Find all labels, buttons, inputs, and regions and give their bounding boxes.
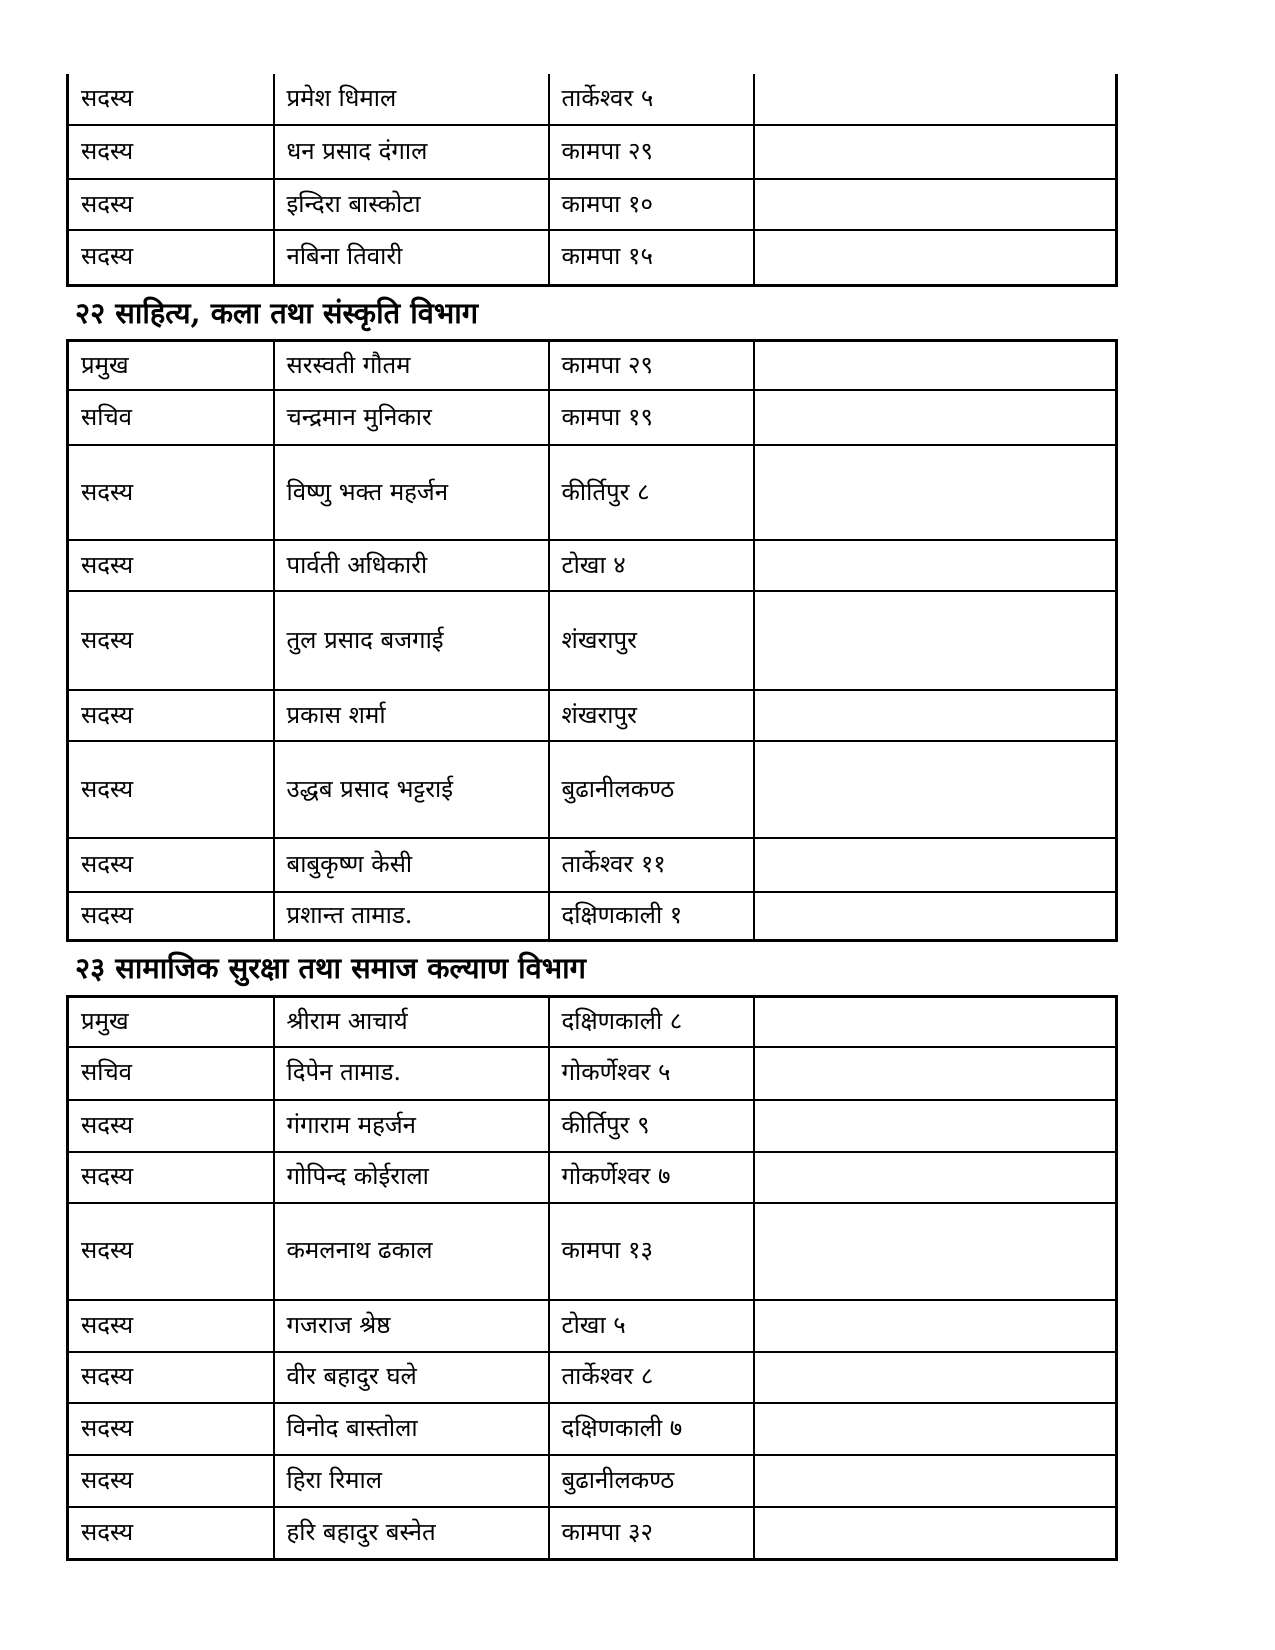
person-name-cell: सरस्वती गौतम <box>274 341 549 390</box>
section-heading-23: २३ सामाजिक सुरक्षा तथा समाज कल्याण विभाग <box>75 951 587 986</box>
ward-cell: कीर्तिपुर ९ <box>549 1100 754 1152</box>
empty-cell <box>754 690 1117 741</box>
table-row <box>68 1203 1117 1300</box>
empty-cell <box>754 1300 1117 1352</box>
role-cell: सदस्य <box>68 74 274 125</box>
empty-cell <box>754 445 1117 540</box>
empty-cell <box>754 997 1117 1047</box>
empty-cell <box>754 230 1117 285</box>
table-row <box>68 125 1117 179</box>
table-row <box>68 179 1117 230</box>
ward-cell: कामपा १० <box>549 179 754 230</box>
person-name-cell: गंगाराम महर्जन <box>274 1100 549 1152</box>
committee-table-samajik-suraksha <box>66 995 1118 1561</box>
table-row <box>68 997 1117 1047</box>
role-cell: प्रमुख <box>68 997 274 1047</box>
table-row <box>68 1507 1117 1560</box>
ward-cell: टोखा ४ <box>549 540 754 591</box>
role-cell: सदस्य <box>68 838 274 892</box>
empty-cell <box>754 1455 1117 1507</box>
role-cell: सदस्य <box>68 540 274 591</box>
table-row <box>68 1455 1117 1507</box>
ward-cell: टोखा ५ <box>549 1300 754 1352</box>
role-cell: सचिव <box>68 1047 274 1100</box>
role-cell: सदस्य <box>68 1100 274 1152</box>
role-cell: सदस्य <box>68 1203 274 1300</box>
person-name-cell: इन्दिरा बास्कोटा <box>274 179 549 230</box>
empty-cell <box>754 591 1117 690</box>
person-name-cell: तुल प्रसाद बजगाई <box>274 591 549 690</box>
ward-cell: दक्षिणकाली ७ <box>549 1403 754 1455</box>
table-row <box>68 1152 1117 1203</box>
ward-cell: कामपा १५ <box>549 230 754 285</box>
person-name-cell: गजराज श्रेष्ठ <box>274 1300 549 1352</box>
empty-cell <box>754 1152 1117 1203</box>
role-cell: सदस्य <box>68 690 274 741</box>
table-row <box>68 591 1117 690</box>
table-row <box>68 1300 1117 1352</box>
person-name-cell: उद्धब प्रसाद भट्टराई <box>274 741 549 838</box>
table-row <box>68 445 1117 540</box>
person-name-cell: नबिना तिवारी <box>274 230 549 285</box>
ward-cell: गोकर्णेश्वर ५ <box>549 1047 754 1100</box>
table-row <box>68 390 1117 445</box>
role-cell: सदस्य <box>68 591 274 690</box>
empty-cell <box>754 179 1117 230</box>
person-name-cell: हिरा रिमाल <box>274 1455 549 1507</box>
ward-cell: दक्षिणकाली १ <box>549 892 754 941</box>
role-cell: प्रमुख <box>68 341 274 390</box>
ward-cell: कामपा १३ <box>549 1203 754 1300</box>
role-cell: सदस्य <box>68 125 274 179</box>
role-cell: सदस्य <box>68 230 274 285</box>
person-name-cell: प्रशान्त तामाड. <box>274 892 549 941</box>
ward-cell: दक्षिणकाली ८ <box>549 997 754 1047</box>
table-row <box>68 1047 1117 1100</box>
ward-cell: बुढानीलकण्ठ <box>549 1455 754 1507</box>
ward-cell: शंखरापुर <box>549 591 754 690</box>
empty-cell <box>754 540 1117 591</box>
table-row <box>68 892 1117 941</box>
person-name-cell: श्रीराम आचार्य <box>274 997 549 1047</box>
empty-cell <box>754 1100 1117 1152</box>
empty-cell <box>754 125 1117 179</box>
section-heading-22: २२ साहित्य, कला तथा संस्कृति विभाग <box>75 295 479 330</box>
ward-cell: कामपा ३२ <box>549 1507 754 1560</box>
person-name-cell: विष्णु भक्त महर्जन <box>274 445 549 540</box>
table-row <box>68 230 1117 285</box>
table-row <box>68 341 1117 390</box>
person-name-cell: दिपेन तामाड. <box>274 1047 549 1100</box>
empty-cell <box>754 1352 1117 1403</box>
empty-cell <box>754 1507 1117 1560</box>
person-name-cell: बाबुकृष्ण केसी <box>274 838 549 892</box>
empty-cell <box>754 741 1117 838</box>
person-name-cell: हरि बहादुर बस्नेत <box>274 1507 549 1560</box>
table-row <box>68 838 1117 892</box>
ward-cell: बुढानीलकण्ठ <box>549 741 754 838</box>
table-row <box>68 1352 1117 1403</box>
person-name-cell: धन प्रसाद दंगाल <box>274 125 549 179</box>
role-cell: सदस्य <box>68 1152 274 1203</box>
role-cell: सदस्य <box>68 1300 274 1352</box>
committee-table-sahitya-kala <box>66 339 1118 942</box>
empty-cell <box>754 341 1117 390</box>
empty-cell <box>754 1047 1117 1100</box>
role-cell: सदस्य <box>68 179 274 230</box>
table-row <box>68 1403 1117 1455</box>
role-cell: सचिव <box>68 390 274 445</box>
person-name-cell: विनोद बास्तोला <box>274 1403 549 1455</box>
ward-cell: कामपा २९ <box>549 125 754 179</box>
empty-cell <box>754 892 1117 941</box>
ward-cell: कामपा १९ <box>549 390 754 445</box>
role-cell: सदस्य <box>68 892 274 941</box>
table-row <box>68 741 1117 838</box>
ward-cell: तार्केश्वर ११ <box>549 838 754 892</box>
role-cell: सदस्य <box>68 741 274 838</box>
ward-cell: कामपा २९ <box>549 341 754 390</box>
document-page <box>66 74 1115 1561</box>
role-cell: सदस्य <box>68 1352 274 1403</box>
table-row <box>68 1100 1117 1152</box>
ward-cell: शंखरापुर <box>549 690 754 741</box>
person-name-cell: वीर बहादुर घले <box>274 1352 549 1403</box>
ward-cell: गोकर्णेश्वर ७ <box>549 1152 754 1203</box>
empty-cell <box>754 74 1117 125</box>
table-row <box>68 74 1117 125</box>
person-name-cell: गोपिन्द कोईराला <box>274 1152 549 1203</box>
person-name-cell: चन्द्रमान मुनिकार <box>274 390 549 445</box>
empty-cell <box>754 390 1117 445</box>
ward-cell: तार्केश्वर ८ <box>549 1352 754 1403</box>
table-row <box>68 690 1117 741</box>
ward-cell: कीर्तिपुर ८ <box>549 445 754 540</box>
person-name-cell: प्रकास शर्मा <box>274 690 549 741</box>
role-cell: सदस्य <box>68 1507 274 1560</box>
person-name-cell: कमलनाथ ढकाल <box>274 1203 549 1300</box>
empty-cell <box>754 1403 1117 1455</box>
committee-table-continuation <box>66 74 1118 287</box>
table-row <box>68 540 1117 591</box>
role-cell: सदस्य <box>68 1455 274 1507</box>
person-name-cell: प्रमेश धिमाल <box>274 74 549 125</box>
ward-cell: तार्केश्वर ५ <box>549 74 754 125</box>
person-name-cell: पार्वती अधिकारी <box>274 540 549 591</box>
role-cell: सदस्य <box>68 1403 274 1455</box>
empty-cell <box>754 838 1117 892</box>
role-cell: सदस्य <box>68 445 274 540</box>
empty-cell <box>754 1203 1117 1300</box>
